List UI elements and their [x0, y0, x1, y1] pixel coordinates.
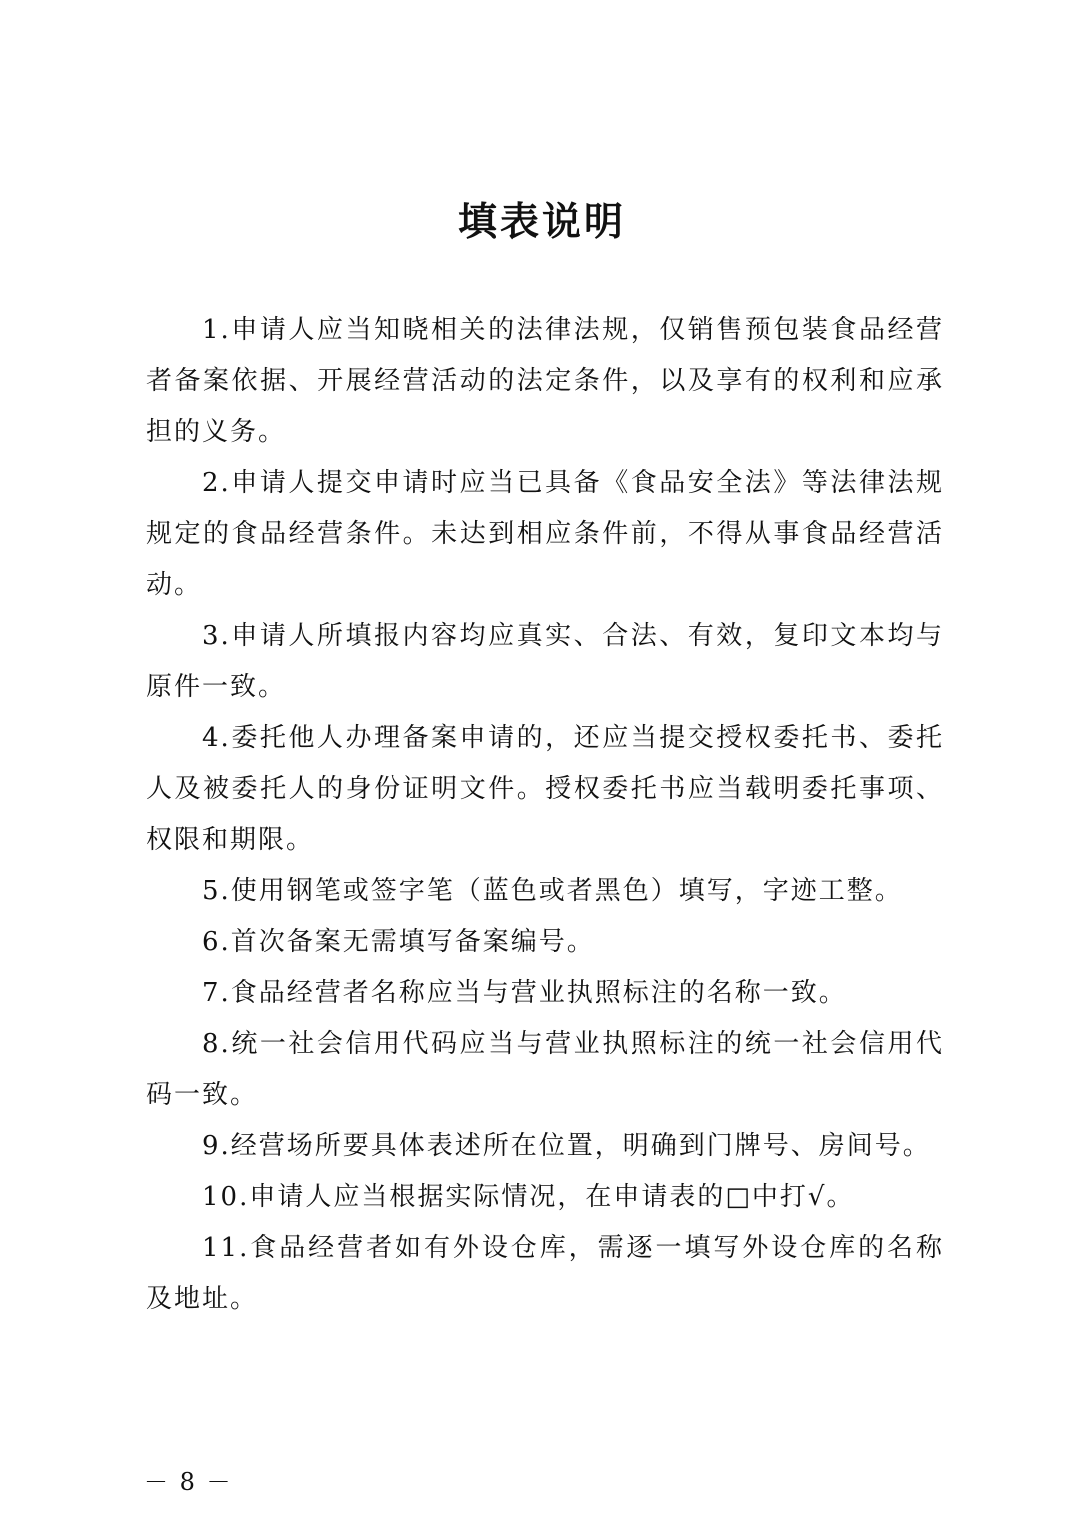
instruction-item-2: 2.申请人提交申请时应当已具备《食品安全法》等法律法规规定的食品经营条件。未达到相应条件前，不得从事食品经营活动。 — [146, 468, 944, 600]
instruction-item-10: 10.申请人应当根据实际情况，在申请表的□中打√。 — [202, 1182, 855, 1212]
instructions-body — [146, 305, 944, 1325]
page-title: 填表说明 — [457, 199, 626, 245]
instruction-item-1: 1.申请人应当知晓相关的法律法规，仅销售预包装食品经营者备案依据、开展经营活动的法定条件，以及享有的权利和应承担的义务。 — [146, 315, 944, 447]
instruction-item-3: 3.申请人所填报内容均应真实、合法、有效，复印文本均与原件一致。 — [146, 621, 944, 702]
page-number: － 8 － — [144, 1468, 233, 1496]
instruction-item-5: 5.使用钢笔或签字笔（蓝色或者黑色）填写，字迹工整。 — [202, 876, 903, 906]
instruction-item-11: 11.食品经营者如有外设仓库，需逐一填写外设仓库的名称及地址。 — [146, 1233, 944, 1314]
instruction-item-7: 7.食品经营者名称应当与营业执照标注的名称一致。 — [202, 978, 847, 1008]
instruction-item-4: 4.委托他人办理备案申请的，还应当提交授权委托书、委托人及被委托人的身份证明文件。授权委托书应当载明委托事项、权限和期限。 — [146, 723, 944, 855]
instruction-item-9: 9.经营场所要具体表述所在位置，明确到门牌号、房间号。 — [202, 1131, 931, 1161]
instruction-item-8: 8.统一社会信用代码应当与营业执照标注的统一社会信用代码一致。 — [146, 1029, 944, 1110]
instruction-item-6: 6.首次备案无需填写备案编号。 — [202, 927, 595, 957]
